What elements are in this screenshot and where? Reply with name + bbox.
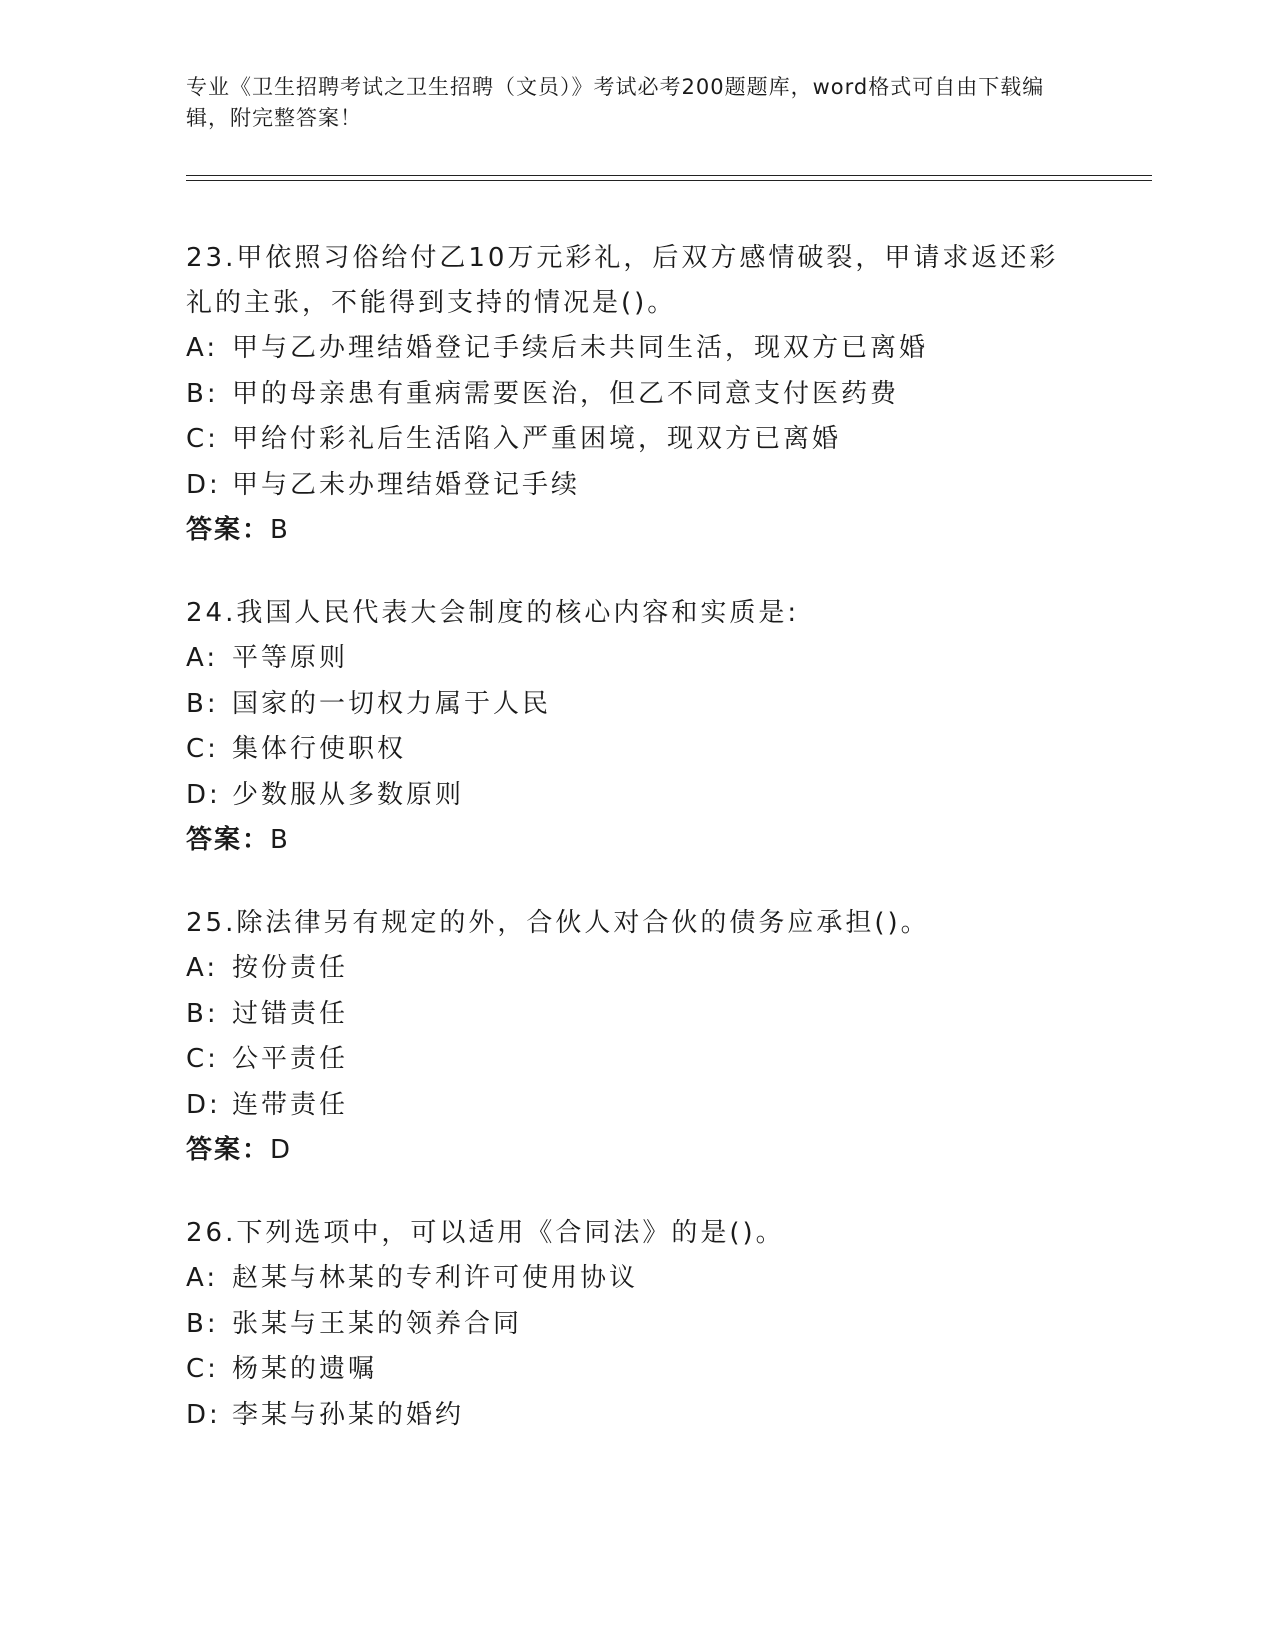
option-letter: B: bbox=[186, 378, 219, 409]
question-stem: 24.我国人民代表大会制度的核心内容和实质是: bbox=[186, 598, 800, 628]
option-d bbox=[186, 1083, 1152, 1129]
option-letter: A: bbox=[186, 643, 219, 673]
option-text: 少数服从多数原则 bbox=[232, 779, 465, 810]
option-text: 集体行使职权 bbox=[232, 734, 407, 764]
option-text: 按份责任 bbox=[232, 953, 349, 983]
answer-label: 答案： bbox=[186, 1135, 271, 1165]
option-c bbox=[186, 727, 1152, 773]
option-a bbox=[186, 326, 1152, 372]
option-text: 李某与孙某的婚约 bbox=[232, 1399, 465, 1430]
option-letter: B: bbox=[186, 998, 219, 1029]
option-a bbox=[186, 946, 1152, 992]
option-letter: D: bbox=[186, 1399, 221, 1430]
answer-label: 答案： bbox=[186, 515, 271, 545]
option-letter: C: bbox=[186, 1044, 219, 1074]
option-text: 连带责任 bbox=[232, 1089, 349, 1120]
option-letter: D: bbox=[186, 779, 221, 810]
answer-value: D bbox=[270, 1135, 293, 1165]
option-text: 甲的母亲患有重病需要医治，但乙不同意支付医药费 bbox=[232, 378, 900, 409]
option-b bbox=[186, 372, 1152, 418]
option-text: 平等原则 bbox=[232, 643, 349, 673]
option-text: 公平责任 bbox=[232, 1044, 349, 1074]
option-letter: C: bbox=[186, 424, 219, 454]
option-letter: C: bbox=[186, 734, 219, 764]
answer-value: B bbox=[270, 515, 290, 545]
question-stem: 26.下列选项中，可以适用《合同法》的是()。 bbox=[186, 1218, 785, 1248]
option-c bbox=[186, 1037, 1152, 1083]
option-text: 国家的一切权力属于人民 bbox=[232, 688, 552, 719]
answer-value: B bbox=[270, 825, 290, 855]
document-header: 专业《卫生招聘考试之卫生招聘（文员）》考试必考200题题库，word格式可自由下载编辑，附完整答案！ bbox=[186, 75, 1045, 130]
option-text: 甲与乙未办理结婚登记手续 bbox=[232, 469, 581, 500]
option-text: 甲与乙办理结婚登记手续后未共同生活，现双方已离婚 bbox=[232, 333, 929, 363]
option-text: 赵某与林某的专利许可使用协议 bbox=[232, 1263, 639, 1293]
option-letter: D: bbox=[186, 1089, 221, 1120]
option-letter: B: bbox=[186, 688, 219, 719]
answer-line bbox=[186, 818, 1152, 863]
option-letter: B: bbox=[186, 1308, 219, 1339]
answer-label: 答案： bbox=[186, 825, 271, 855]
question-24 bbox=[186, 591, 1152, 863]
question-26 bbox=[186, 1211, 1152, 1438]
question-23 bbox=[186, 236, 1152, 553]
header-divider-top bbox=[186, 175, 1152, 176]
option-a bbox=[186, 636, 1152, 682]
option-d bbox=[186, 463, 1152, 509]
header-divider-bottom bbox=[186, 180, 1152, 181]
option-letter: A: bbox=[186, 953, 219, 983]
option-letter: A: bbox=[186, 333, 219, 363]
option-letter: C: bbox=[186, 1354, 219, 1384]
option-b bbox=[186, 682, 1152, 728]
answer-line bbox=[186, 1128, 1152, 1173]
question-stem: 23.甲依照习俗给付乙10万元彩礼，后双方感情破裂，甲请求返还彩礼的主张，不能得到支持的情况是()。 bbox=[186, 243, 1059, 318]
question-25 bbox=[186, 901, 1152, 1173]
option-c bbox=[186, 1347, 1152, 1393]
option-d bbox=[186, 773, 1152, 819]
option-text: 张某与王某的领养合同 bbox=[232, 1308, 523, 1339]
option-b bbox=[186, 992, 1152, 1038]
option-text: 甲给付彩礼后生活陷入严重困境，现双方已离婚 bbox=[232, 424, 842, 454]
question-stem: 25.除法律另有规定的外，合伙人对合伙的债务应承担()。 bbox=[186, 908, 930, 938]
option-text: 杨某的遗嘱 bbox=[232, 1354, 378, 1384]
option-letter: D: bbox=[186, 469, 221, 500]
option-b bbox=[186, 1302, 1152, 1348]
option-text: 过错责任 bbox=[232, 998, 349, 1029]
question-list bbox=[186, 236, 1152, 1476]
answer-line bbox=[186, 508, 1152, 553]
option-d bbox=[186, 1393, 1152, 1439]
option-letter: A: bbox=[186, 1263, 219, 1293]
option-a bbox=[186, 1256, 1152, 1302]
option-c bbox=[186, 417, 1152, 463]
